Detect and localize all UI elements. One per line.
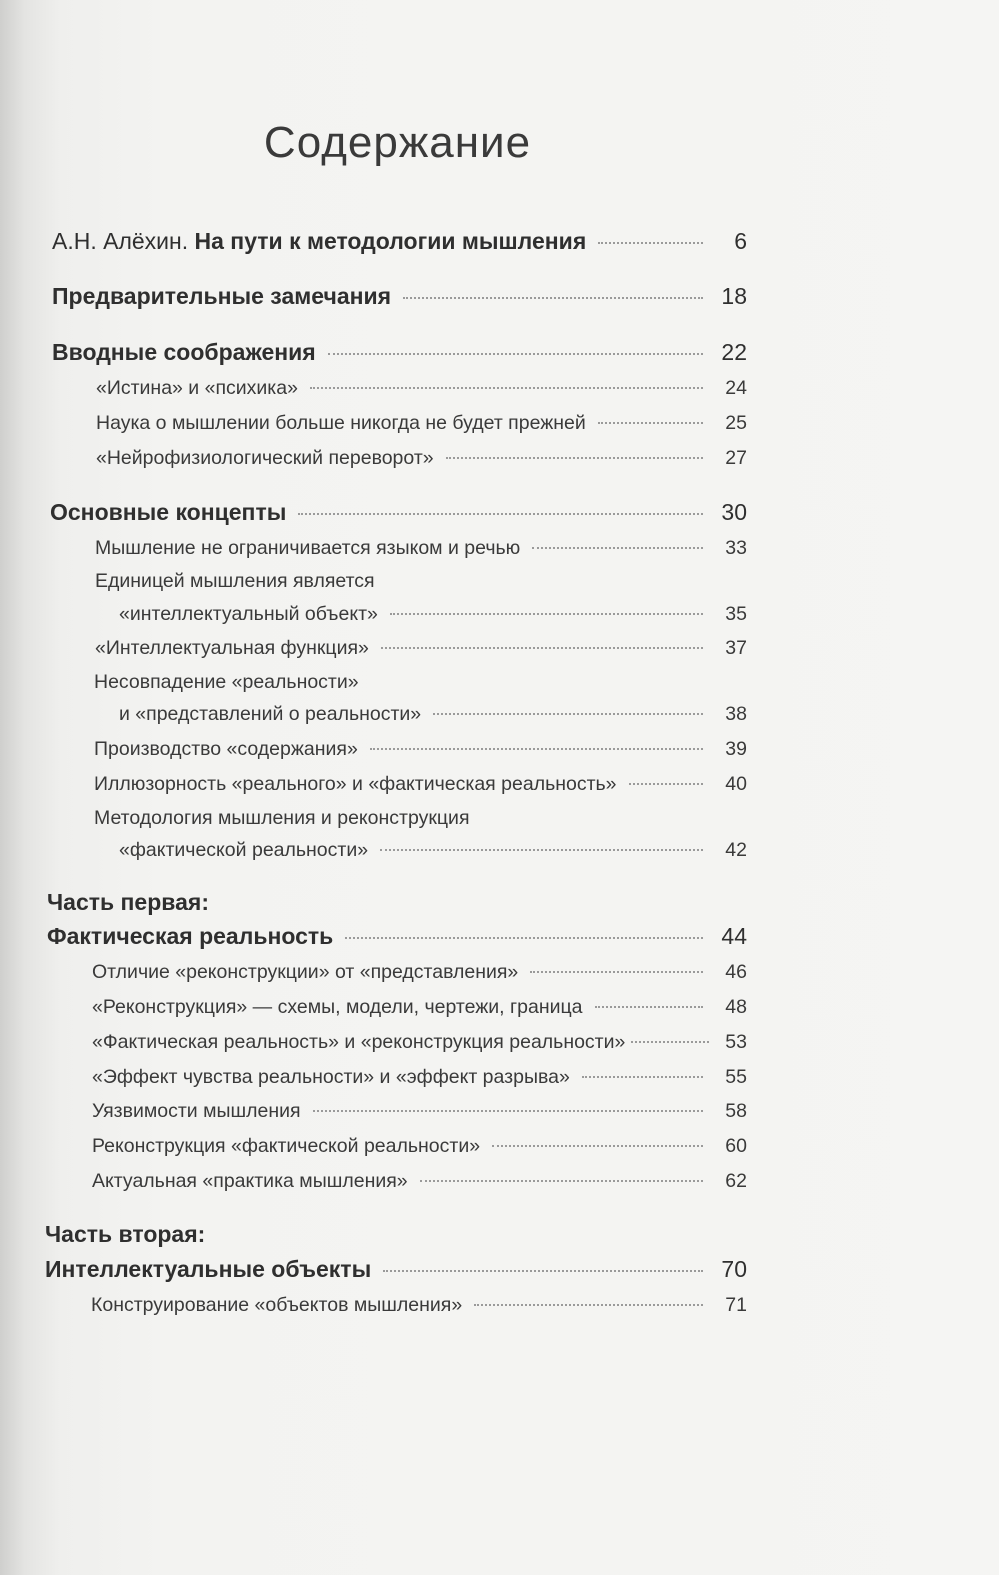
toc-entry-label: Мышление не ограничивается языком и речью	[95, 537, 521, 559]
toc-entry-label: Основные концепты	[50, 499, 287, 525]
toc-page-number: 48	[725, 996, 747, 1018]
toc-entry-label: «фактической реальности»	[119, 839, 369, 861]
toc-entry-label: Конструирование «объектов мышления»	[91, 1294, 463, 1316]
dot-leader	[298, 513, 703, 515]
toc-entry-label: Наука о мышлении больше никогда не будет прежней	[96, 412, 586, 434]
dot-leader	[328, 353, 703, 355]
toc-entry	[50, 499, 747, 526]
toc-page-number: 40	[725, 773, 747, 795]
toc-page-number: 71	[725, 1294, 747, 1316]
toc-subentry	[95, 537, 747, 560]
dot-leader	[310, 387, 703, 389]
dot-leader	[380, 849, 703, 851]
toc-page-number: 37	[725, 637, 747, 659]
toc-page-number: 46	[725, 961, 747, 983]
toc-subentry	[92, 1031, 747, 1054]
toc-work-title: На пути к методологии мышления	[194, 228, 587, 254]
toc-entry-label: «Эффект чувства реальности» и «эффект разрыва»	[92, 1066, 570, 1088]
toc-subentry	[96, 377, 747, 400]
dot-leader	[345, 937, 703, 939]
dot-leader	[598, 242, 703, 244]
dot-leader	[530, 971, 703, 973]
dot-leader	[532, 547, 703, 549]
dot-leader	[420, 1180, 703, 1182]
page-title: Содержание	[263, 118, 532, 167]
toc-page-number: 42	[725, 839, 747, 861]
dot-leader	[370, 748, 703, 750]
dot-leader	[433, 713, 703, 715]
toc-page-number: 27	[725, 447, 747, 469]
toc-entry-label: «Истина» и «психика»	[96, 377, 298, 399]
toc-entry-label: Вводные соображения	[52, 339, 316, 365]
toc-subentry-line: Несовпадение «реальности»	[94, 671, 359, 693]
toc-page-number: 60	[725, 1135, 747, 1157]
toc-entry-label: Актуальная «практика мышления»	[92, 1170, 408, 1192]
toc-subentry	[92, 996, 747, 1019]
toc-page-number: 55	[725, 1066, 747, 1088]
toc-subentry	[92, 1135, 747, 1158]
dot-leader	[598, 422, 703, 424]
toc-page-number: 25	[725, 412, 747, 434]
toc-entry-label: «интеллектуальный объект»	[119, 603, 378, 625]
dot-leader	[595, 1006, 704, 1008]
toc-subentry	[92, 961, 747, 984]
toc-entry-label: «Фактическая реальность» и «реконструкция реальности»	[92, 1031, 626, 1053]
toc-page-number: 6	[734, 228, 747, 254]
toc-page-number: 58	[725, 1100, 747, 1122]
toc-entry	[47, 923, 747, 950]
part-heading: Часть первая:	[47, 889, 209, 915]
toc-entry-label: «Реконструкция» — схемы, модели, чертежи, граница	[92, 996, 583, 1018]
toc-entry-label	[52, 228, 586, 255]
toc-entry-intro	[52, 228, 747, 255]
toc-page-number: 39	[725, 738, 747, 760]
dot-leader	[383, 1270, 703, 1272]
dot-leader	[446, 457, 703, 459]
toc-page-number: 18	[721, 283, 747, 309]
toc-entry-label: Предварительные замечания	[52, 283, 392, 309]
toc-page-number: 62	[725, 1170, 747, 1192]
toc-entry-label: Отличие «реконструкции» от «представления»	[92, 961, 519, 983]
dot-leader	[381, 647, 703, 649]
toc-subentry	[119, 603, 747, 626]
dot-leader	[403, 297, 703, 299]
dot-leader	[582, 1076, 703, 1078]
toc-page-number: 24	[725, 377, 747, 399]
toc-entry-label: «Нейрофизиологический переворот»	[96, 447, 434, 469]
toc-page-number: 44	[721, 923, 747, 949]
toc-entry-label: Уязвимости мышления	[92, 1100, 301, 1122]
toc-entry	[52, 339, 747, 366]
dot-leader	[390, 613, 703, 615]
toc-entry-label: и «представлений о реальности»	[119, 703, 422, 725]
toc-subentry	[94, 738, 747, 761]
toc-entry-label: Производство «содержания»	[94, 738, 358, 760]
dot-leader	[313, 1110, 703, 1112]
toc-subentry	[92, 1066, 747, 1089]
toc-page-number: 22	[721, 339, 747, 365]
toc-entry-label: Реконструкция «фактической реальности»	[92, 1135, 481, 1157]
toc-subentry	[94, 773, 747, 796]
toc-subentry	[91, 1294, 747, 1317]
toc-page-number: 35	[725, 603, 747, 625]
toc-subentry	[119, 839, 747, 862]
dot-leader	[492, 1145, 703, 1147]
toc-subentry	[92, 1100, 747, 1123]
toc-entry-label: Интеллектуальные объекты	[45, 1256, 372, 1282]
toc-entry-label: Иллюзорность «реального» и «фактическая реальность»	[94, 773, 617, 795]
dot-leader	[474, 1304, 703, 1306]
toc-subentry-line: Методология мышления и реконструкция	[94, 807, 470, 829]
toc-page-number: 30	[721, 499, 747, 525]
dot-leader	[631, 1041, 709, 1043]
toc-subentry-line: Единицей мышления является	[95, 570, 375, 592]
toc-entry	[52, 283, 747, 310]
toc-entry	[45, 1256, 747, 1283]
toc-entry-label: Фактическая реальность	[47, 923, 334, 949]
toc-author: А.Н. Алёхин.	[52, 228, 189, 254]
dot-leader	[629, 783, 703, 785]
toc-subentry	[95, 637, 747, 660]
toc-subentry	[96, 447, 747, 470]
part-heading: Часть вторая:	[45, 1221, 206, 1247]
toc-entry-label: «Интеллектуальная функция»	[95, 637, 369, 659]
toc-subentry	[92, 1170, 747, 1193]
toc-page-number: 70	[721, 1256, 747, 1282]
toc-page-number: 38	[725, 703, 747, 725]
toc-page-number: 53	[725, 1031, 747, 1053]
toc-page-number: 33	[725, 537, 747, 559]
toc-subentry	[119, 703, 747, 726]
toc-subentry	[96, 412, 747, 435]
